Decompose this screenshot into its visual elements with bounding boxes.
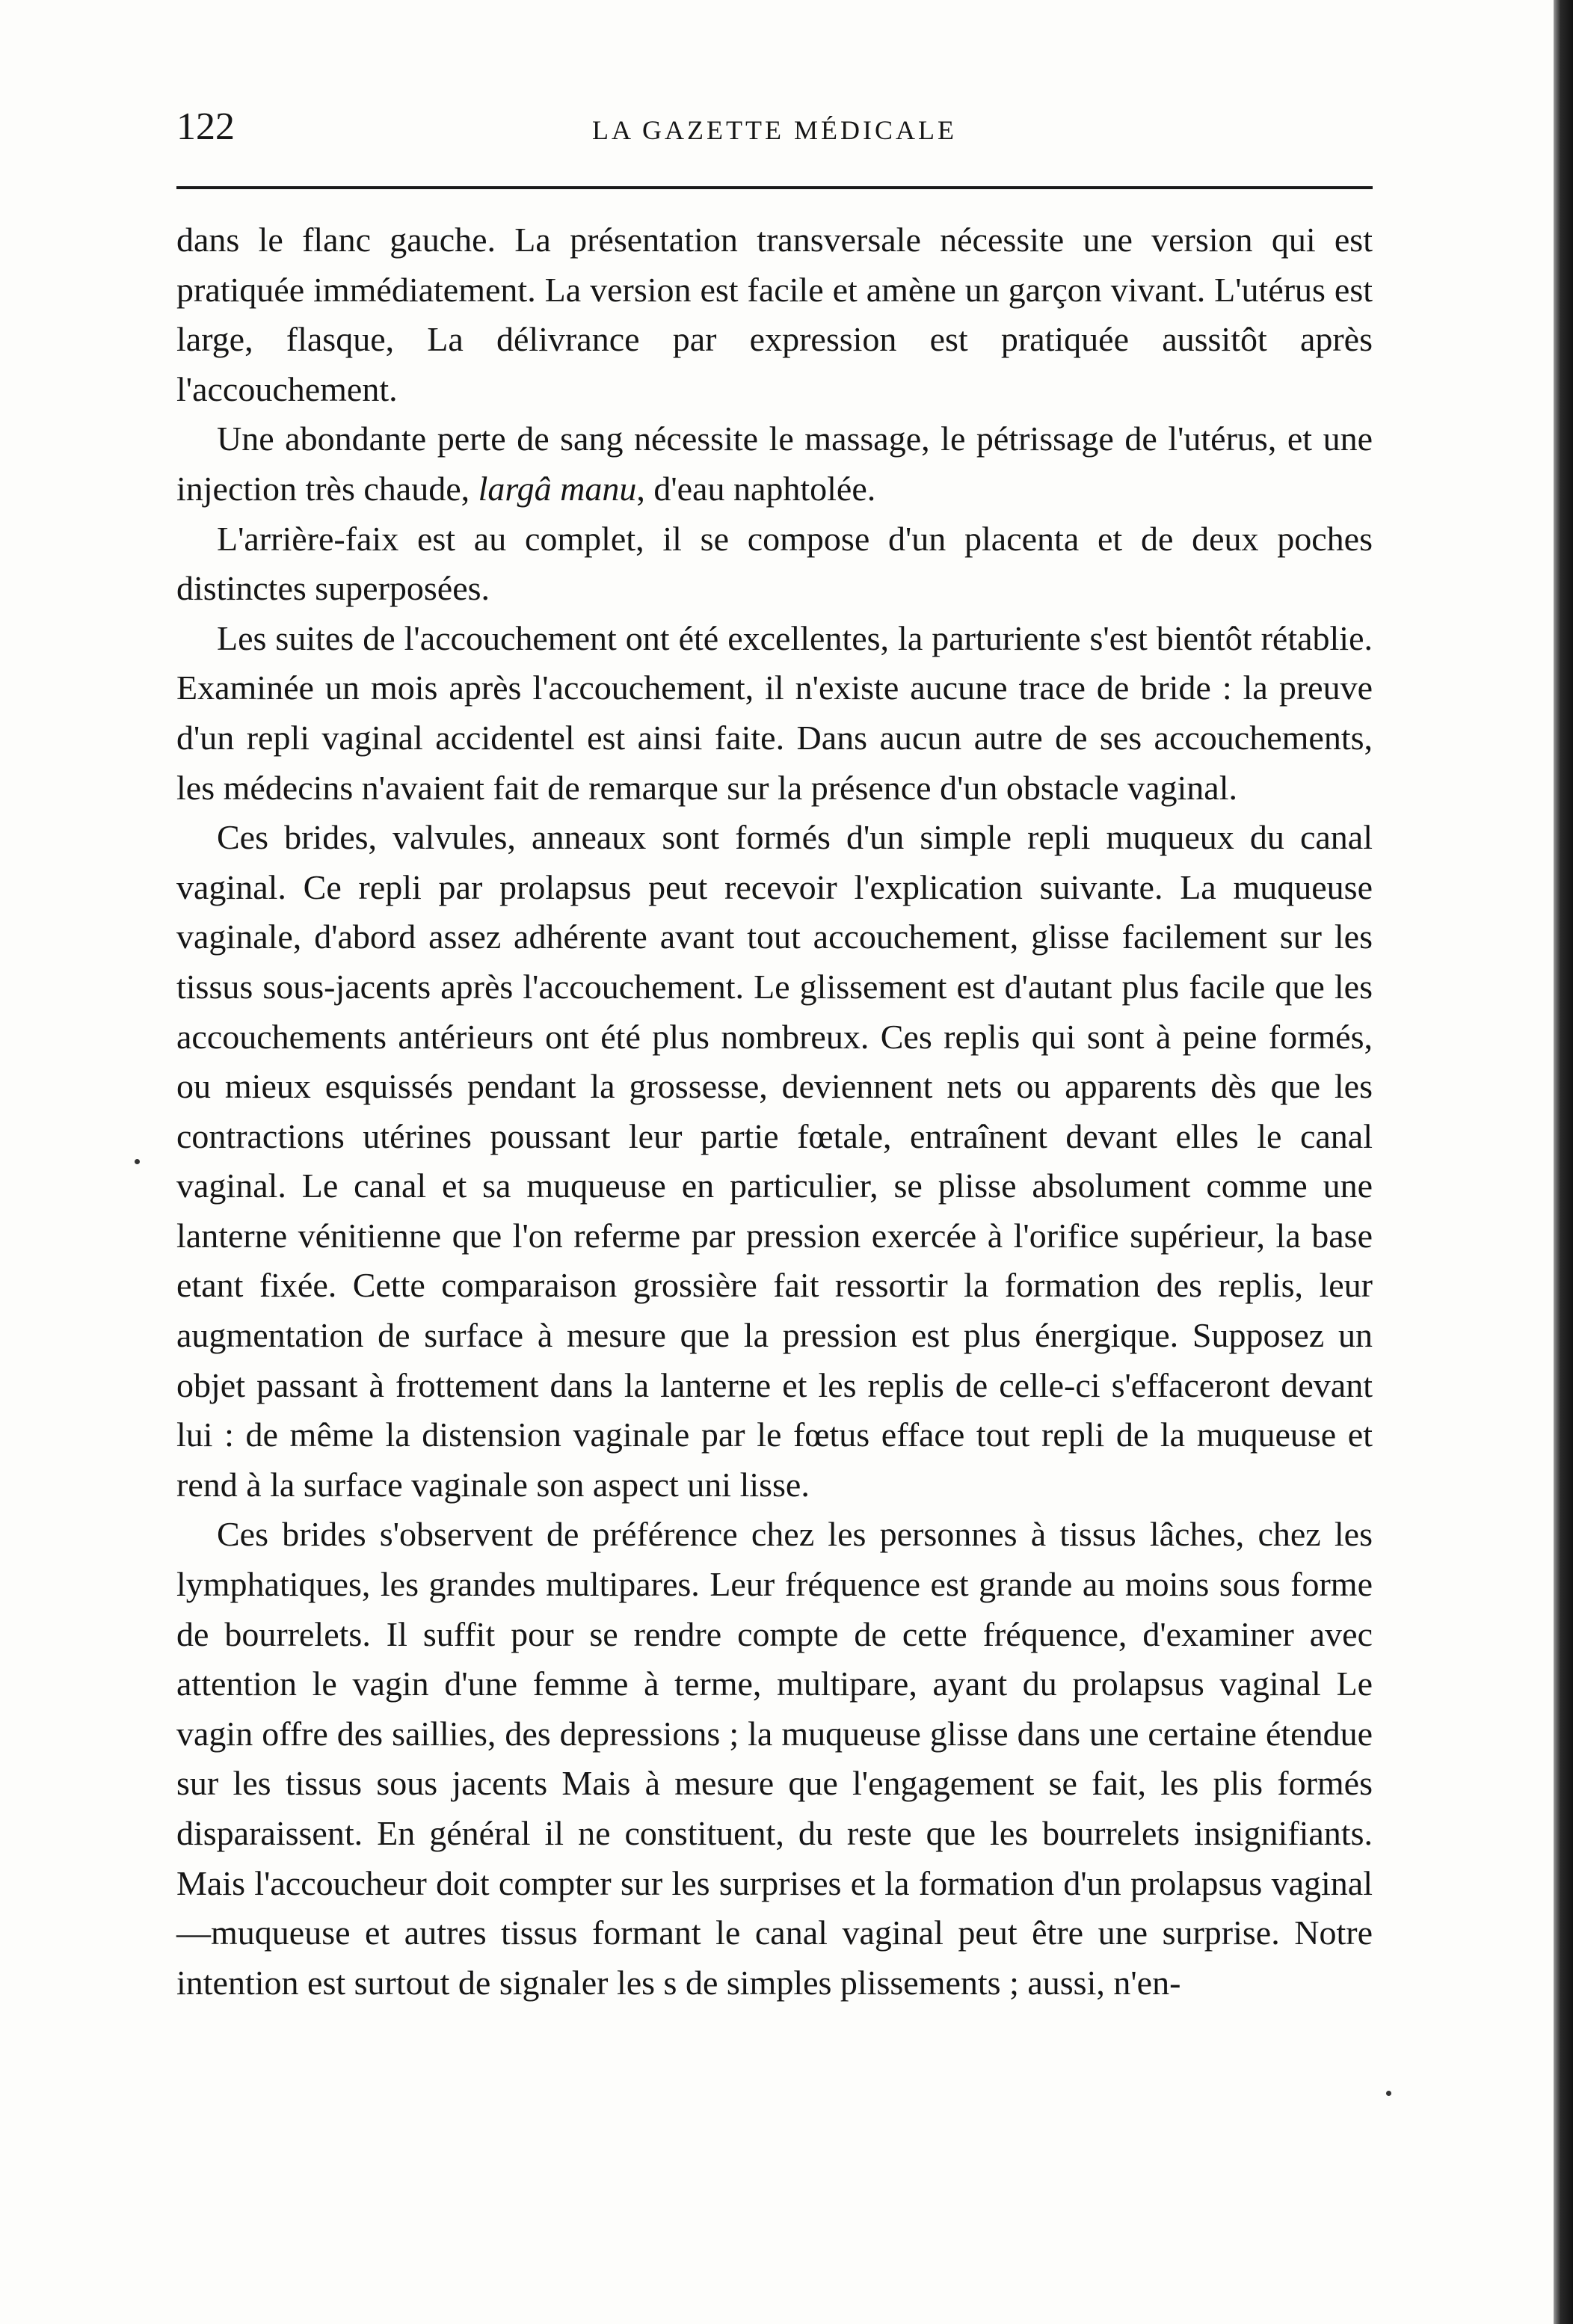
paragraph-2-after: , d'eau naphtolée.: [636, 469, 876, 508]
paragraph-1: dans le flanc gauche. La présentation transversale nécessite une version qui est pratiquée immédiatement. La version est facile et amène un garçon vivant. L'utérus est large, flasque, La délivrance par expression est pratiquée aussitôt après l'accouchement.: [176, 221, 1373, 408]
header-rule: [176, 186, 1373, 189]
latin-phrase: largâ manu: [478, 469, 637, 508]
paragraph-4: Les suites de l'accouchement ont été excellentes, la parturiente s'est bientôt rétablie. Examinée un mois après l'accouchement, il n'existe aucune trace de bride : la preuve d'un repli vaginal accidentel est ainsi faite. Dans aucun autre de ses accouchements, les médecins n'avaient fait de remarque sur la présence d'un obstacle vaginal.: [176, 618, 1373, 807]
paragraph-2-before: Une abondante perte de sang nécessite le massage, le pétrissage de l'utérus, et une injection très chaude,: [176, 419, 1373, 508]
scan-speck: [135, 1159, 140, 1164]
page-number: 122: [176, 105, 235, 148]
body-text: [176, 215, 1373, 2008]
scan-speck: [1386, 2091, 1391, 2096]
paragraph-2: [176, 414, 1373, 514]
page-header: [176, 105, 1373, 157]
running-title: LA GAZETTE MÉDICALE: [592, 115, 957, 145]
paragraph-6: Ces brides s'observent de préférence chez les personnes à tissus lâches, chez les lymphatiques, les grandes multipares. Leur fréquence est grande au moins sous forme de bourrelets. Il suffit pour se rendre compte de cette fréquence, d'examiner avec attention le vagin d'une femme à terme, multipare, ayant du prolapsus vaginal Le vagin offre des saillies, des depressions ; la muqueuse glisse dans une certaine étendue sur les tissus sous jacents Mais à mesure que l'engagement se fait, les plis formés disparaissent. En général il ne constituent, du reste que les bourrelets insignifiants. Mais l'accoucheur doit compter sur les surprises et la formation d'un prolapsus vaginal—muqueuse et autres tissus formant le canal vaginal peut être une surprise. Notre intention est surtout de signaler les s de simples plissements ; aussi, n'en-: [176, 1515, 1373, 2002]
scan-edge-shadow: [1554, 0, 1573, 2324]
paragraph-3: L'arrière-faix est au complet, il se compose d'un placenta et de deux poches distinctes superposées.: [176, 519, 1373, 608]
paragraph-5: Ces brides, valvules, anneaux sont formés d'un simple repli muqueux du canal vaginal. Ce repli par prolapsus peut recevoir l'explication suivante. La muqueuse vaginale, d'abord assez adhérente avant tout accouchement, glisse facilement sur les tissus sous-jacents après l'accouchement. Le glissement est d'autant plus facile que les accouchements antérieurs ont été plus nombreux. Ces replis qui sont à peine formés, ou mieux esquissés pendant la grossesse, deviennent nets ou apparents dès que les contractions utérines poussant leur partie fœtale, entraînent devant elles le canal vaginal. Le canal et sa muqueuse en particulier, se plisse absolument comme une lanterne vénitienne que l'on referme par pression exercée à l'orifice supérieur, la base etant fixée. Cette comparaison grossière fait ressortir la formation des replis, leur augmentation de surface à mesure que la pression est plus énergique. Supposez un objet passant à frottement dans la lanterne et les replis de celle-ci s'effaceront devant lui : de même la distension vaginale par le fœtus efface tout repli de la muqueuse et rend à la surface vaginale son aspect uni lisse.: [176, 818, 1373, 1504]
